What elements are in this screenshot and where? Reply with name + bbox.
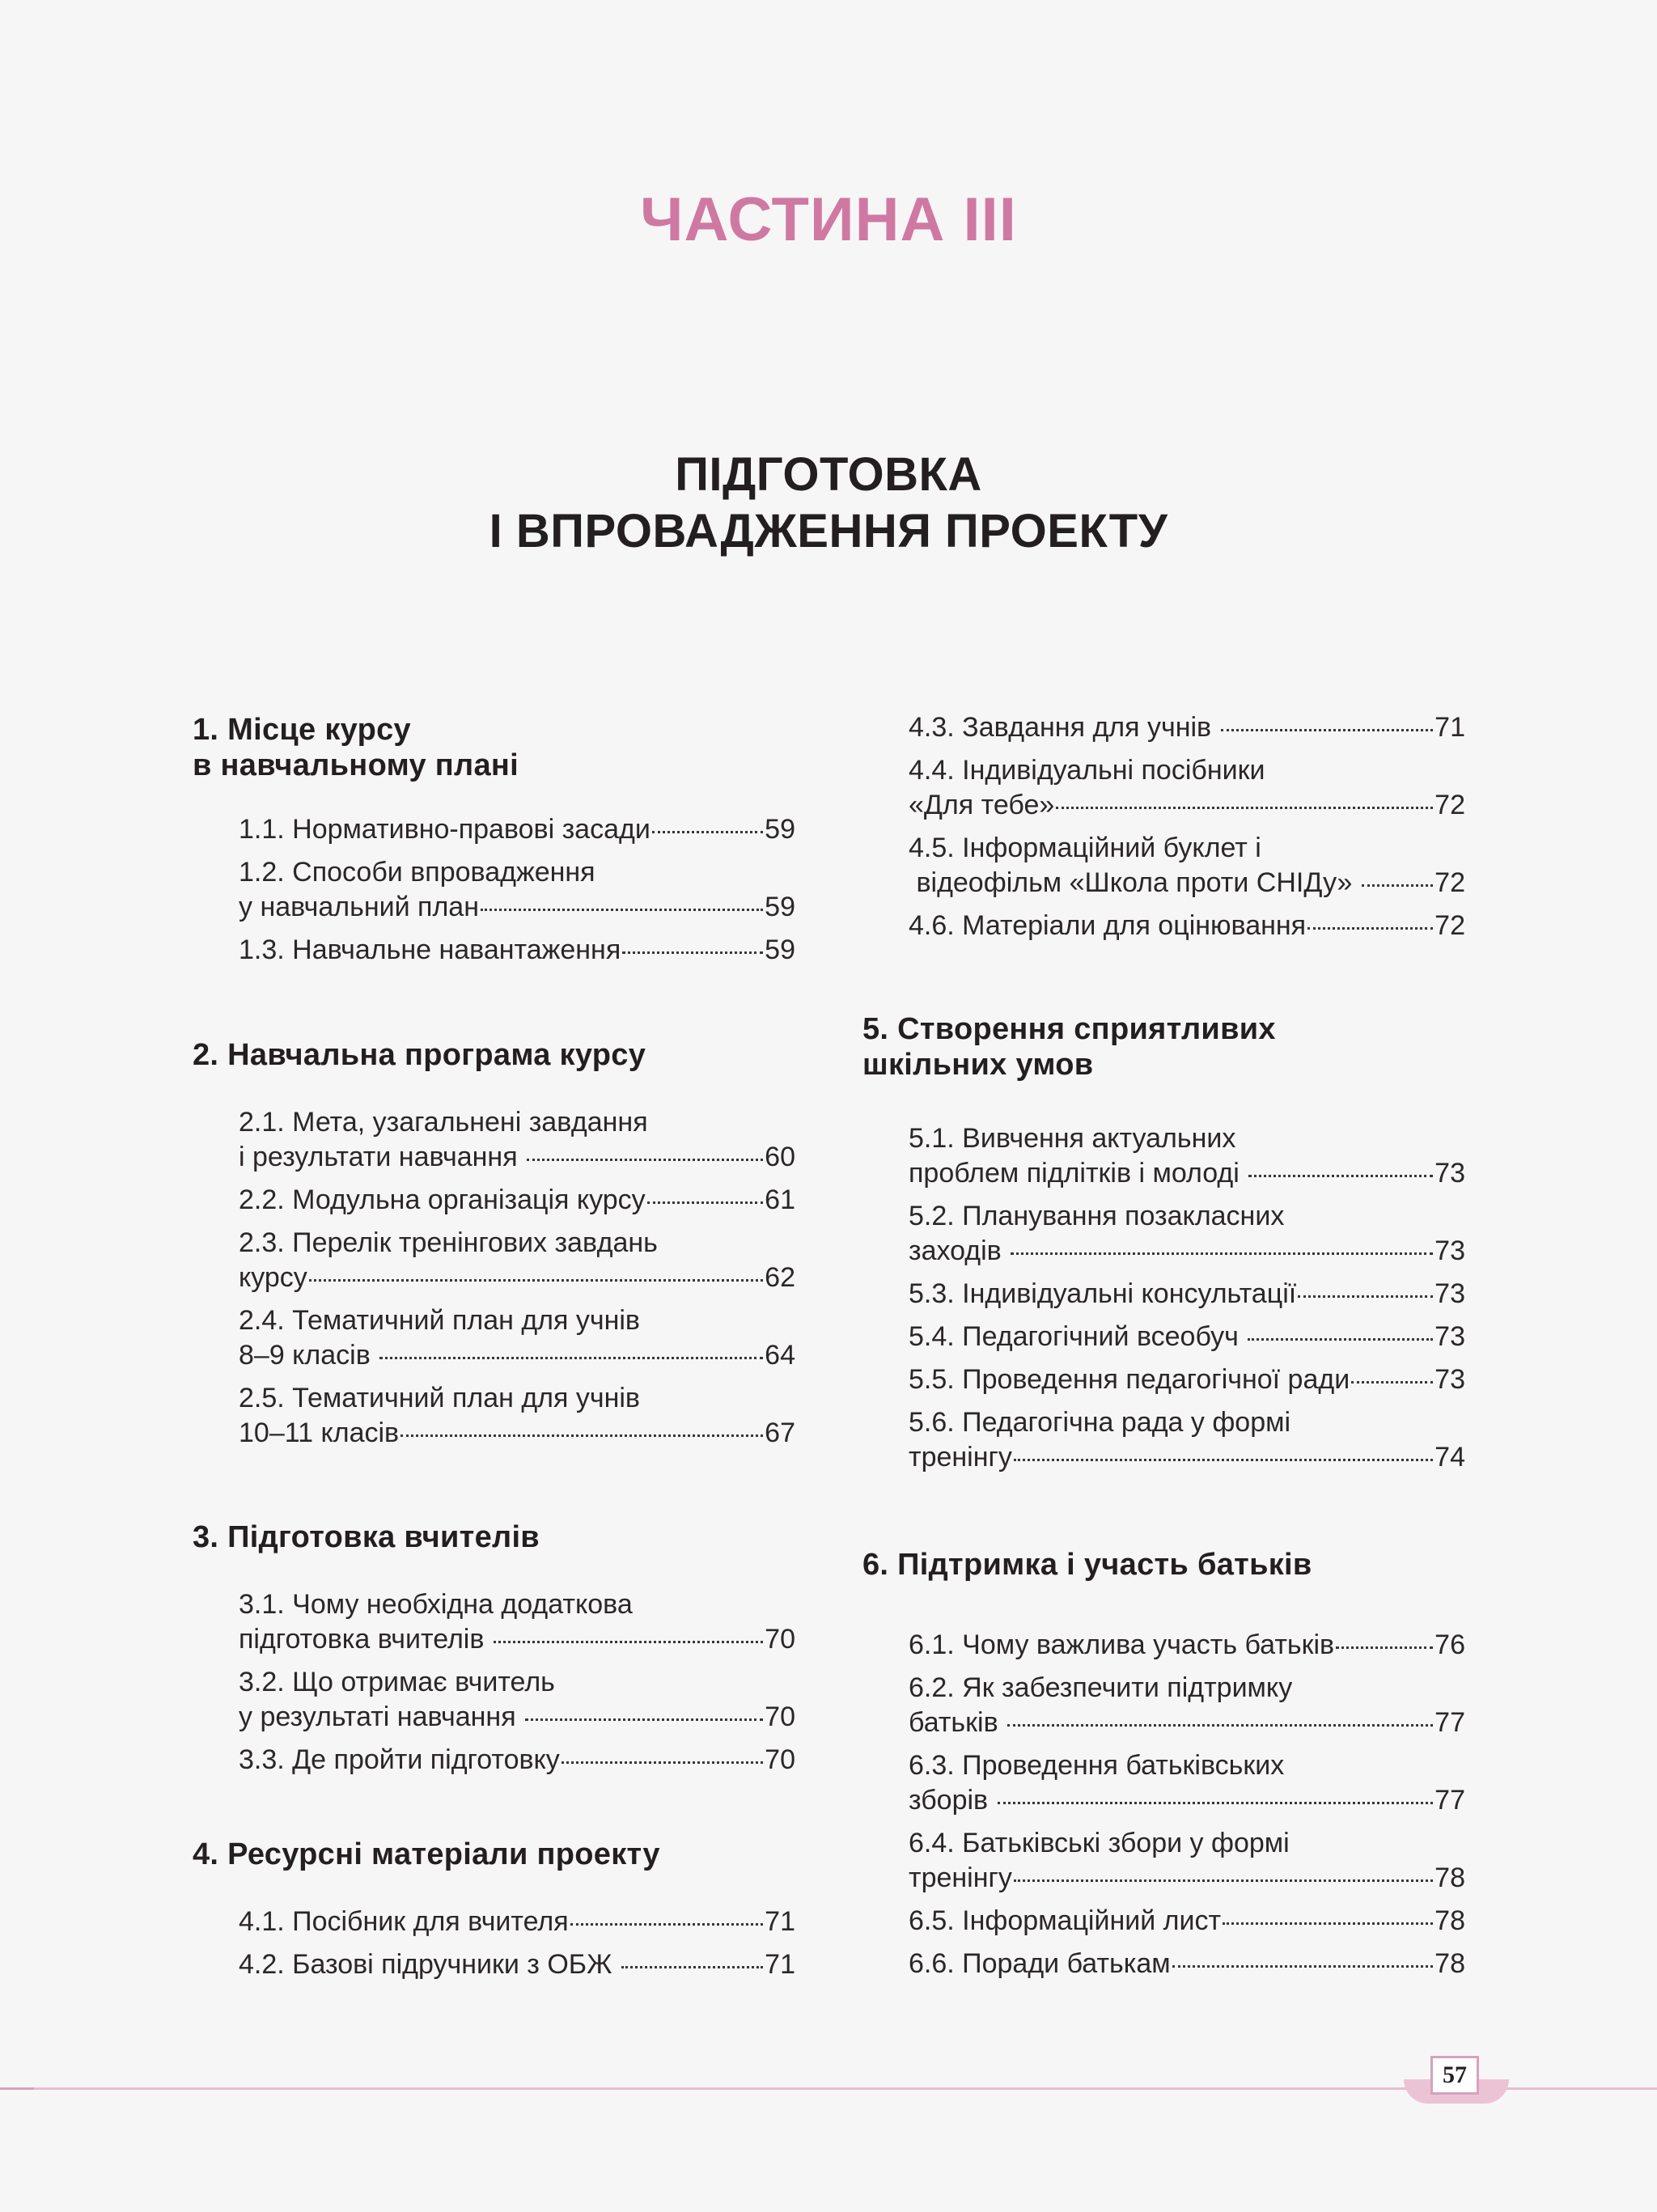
toc-page-number: 70	[765, 1744, 795, 1775]
toc-entry-row	[909, 1320, 1465, 1354]
section-heading-line: 2. Навчальна програма курсу	[193, 1038, 646, 1072]
toc-entry-text: 2.1. Мета, узагальнені завдання	[239, 1107, 648, 1138]
toc-entry	[909, 1320, 1465, 1354]
toc-entry-text: 5.6. Педагогічна рада у формі	[909, 1407, 1291, 1438]
toc-entry-text: курсу	[239, 1262, 307, 1293]
toc-entry	[909, 1277, 1465, 1312]
toc-page-number: 77	[1435, 1785, 1465, 1816]
toc-entry-row	[909, 788, 1465, 823]
toc-entry-text: 3.2. Що отримає вчитель	[239, 1667, 555, 1697]
section-heading	[193, 712, 795, 783]
toc-entry-text: 1.2. Способи впровадження	[239, 857, 595, 888]
toc-entry-text: 5.1. Вивчення актуальних	[909, 1123, 1236, 1154]
toc-entry-row	[239, 933, 795, 968]
toc-entry	[239, 1381, 795, 1451]
toc-entry	[909, 710, 1465, 745]
toc-page-number: 64	[765, 1340, 795, 1371]
section-heading	[862, 1011, 1465, 1083]
toc-entry-text: 1.3. Навчальне навантаження	[239, 934, 621, 965]
toc-section-3	[193, 1519, 795, 1775]
toc-entry-row	[239, 890, 795, 925]
dot-leader	[1221, 729, 1434, 731]
dot-leader	[1248, 1175, 1433, 1177]
toc-entry-text: 5.4. Педагогічний всеобуч	[909, 1321, 1247, 1352]
toc-entry-row	[909, 1440, 1465, 1475]
section-heading-line: 1. Місце курсу	[193, 713, 411, 747]
toc-entry-text: 6.5. Інформаційний лист	[909, 1905, 1222, 1936]
toc-entry-row	[909, 1861, 1465, 1896]
toc-entry-text: відеофільм «Школа проти СНІДу»	[909, 867, 1360, 898]
toc-page-number: 72	[1435, 790, 1465, 820]
section-heading-line: шкільних умов	[862, 1048, 1094, 1082]
toc-entry	[909, 909, 1465, 943]
toc-entry	[909, 1904, 1465, 1939]
toc-entry-row	[239, 1622, 795, 1657]
toc-entry-text: 1.1. Нормативно-правові засади	[239, 814, 651, 845]
toc-section-5	[862, 1011, 1465, 1473]
dot-leader	[309, 1279, 763, 1282]
toc-entry-row	[909, 1904, 1465, 1939]
toc-entry-row	[909, 1947, 1465, 1981]
toc-entry	[239, 855, 795, 925]
dot-leader	[1011, 1252, 1433, 1255]
toc-entry-text: 8–9 класів	[239, 1340, 379, 1371]
toc-page-number: 71	[765, 1949, 795, 1980]
toc-entry-row	[909, 710, 1465, 745]
toc-entry	[909, 1671, 1465, 1740]
toc-entry	[909, 1748, 1465, 1818]
section-heading	[193, 1519, 795, 1555]
toc-page-number: 73	[1435, 1321, 1465, 1352]
toc-entry-text: 6.1. Чому важлива участь батьків	[909, 1629, 1335, 1660]
toc-entry	[909, 753, 1465, 823]
toc-page-number: 73	[1435, 1158, 1465, 1189]
toc-entry-row	[239, 1261, 795, 1295]
main-title-line: ПІДГОТОВКА	[675, 448, 982, 501]
toc-entry-text: 3.1. Чому необхідна додаткова	[239, 1589, 633, 1620]
toc-entry-text: і результати навчання	[239, 1142, 526, 1172]
toc-entry-row	[909, 1362, 1465, 1397]
dot-leader	[1007, 1724, 1433, 1727]
toc-entry	[239, 933, 795, 968]
toc-entry-row	[909, 1783, 1465, 1818]
toc-page-number: 78	[1435, 1948, 1465, 1979]
dot-leader	[481, 909, 763, 911]
toc-entry-row	[909, 1277, 1465, 1312]
toc-page-number: 78	[1435, 1862, 1465, 1893]
dot-leader	[570, 1923, 764, 1926]
section-heading-line: 3. Підготовка вчителів	[193, 1520, 540, 1554]
dot-leader	[1248, 1338, 1433, 1341]
toc-entry-row	[909, 1628, 1465, 1663]
dot-leader	[1362, 884, 1433, 887]
toc-entry-text: 5.3. Індивідуальні консультації	[909, 1278, 1297, 1309]
toc-entry	[909, 831, 1465, 900]
section-heading-line: 6. Підтримка і участь батьків	[862, 1548, 1312, 1582]
toc-entry-row	[239, 812, 795, 847]
toc-entry	[909, 1199, 1465, 1269]
toc-page-number: 72	[1435, 867, 1465, 898]
toc-entry-text: 2.4. Тематичний план для учнів	[239, 1305, 640, 1336]
toc-entry-text: 4.5. Інформаційний буклет і	[909, 833, 1261, 863]
toc-page-number: 70	[765, 1701, 795, 1732]
toc-entry-row	[239, 1338, 795, 1373]
section-heading-line: в навчальному плані	[193, 748, 519, 782]
dot-leader	[1298, 1295, 1433, 1298]
toc-entry-row	[909, 1156, 1465, 1191]
toc-entry-row	[909, 909, 1465, 943]
toc-entry	[909, 1362, 1465, 1397]
toc-page-number: 72	[1435, 910, 1465, 941]
toc-page-number: 61	[765, 1184, 795, 1215]
toc-entry-text: 4.1. Посібник для вчителя	[239, 1906, 569, 1937]
toc-items	[909, 1121, 1465, 1483]
toc-page-number: 62	[765, 1262, 795, 1293]
dot-leader	[1014, 1459, 1433, 1461]
dot-leader	[1172, 1965, 1434, 1968]
toc-entry-text: 4.6. Матеріали для оцінювання	[909, 910, 1307, 941]
main-title-line: І ВПРОВАДЖЕННЯ ПРОЕКТУ	[489, 505, 1168, 557]
toc-entry-row	[239, 1947, 795, 1982]
dot-leader	[1351, 1381, 1433, 1384]
toc-entry-text: підготовка вчителів	[239, 1624, 492, 1655]
toc-entry	[239, 812, 795, 847]
toc-entry	[239, 1226, 795, 1295]
toc-entry-row	[239, 1140, 795, 1175]
toc-section-1	[193, 712, 795, 965]
toc-entry-text: 6.2. Як забезпечити підтримку	[909, 1672, 1293, 1703]
toc-items	[909, 1628, 1465, 1990]
toc-section-6	[862, 1547, 1465, 1979]
toc-entry-text: у результаті навчання	[239, 1701, 524, 1732]
toc-entry	[239, 1743, 795, 1778]
toc-entry-text: заходів	[909, 1235, 1010, 1266]
dot-leader	[1056, 807, 1433, 809]
toc-entry	[909, 1947, 1465, 1981]
dot-leader	[621, 1966, 763, 1968]
toc-entry-text: 4.4. Індивідуальні посібники	[909, 755, 1265, 786]
dot-leader	[1223, 1922, 1433, 1925]
dot-leader	[652, 831, 763, 833]
dot-leader	[562, 1761, 763, 1764]
toc-entry	[909, 1628, 1465, 1663]
toc-entry-row	[909, 1234, 1465, 1269]
toc-page-number: 59	[765, 934, 795, 965]
dot-leader	[525, 1718, 763, 1721]
dot-leader	[647, 1201, 763, 1204]
toc-page-number: 74	[1435, 1442, 1465, 1473]
toc-entry	[909, 1405, 1465, 1475]
toc-entry	[239, 1303, 795, 1373]
toc-entry-text: 6.4. Батьківські збори у формі	[909, 1828, 1290, 1858]
toc-entry	[239, 1665, 795, 1735]
toc-page-number: 71	[1435, 712, 1465, 743]
toc-page-number: 59	[765, 892, 795, 922]
toc-entry-text: 5.2. Планування позакласних	[909, 1201, 1285, 1231]
dot-leader	[1014, 1879, 1433, 1882]
toc-items	[239, 1905, 795, 1990]
toc-entry-text: 5.5. Проведення педагогічної ради	[909, 1364, 1350, 1395]
toc-entry-text: 6.6. Поради батькам	[909, 1948, 1171, 1979]
toc-entry-text: 10–11 класів	[239, 1417, 400, 1448]
toc-items	[239, 1587, 795, 1786]
toc-page-number: 73	[1435, 1278, 1465, 1309]
toc-section-2	[193, 1037, 795, 1448]
toc-entry-text: проблем підлітків і молоді	[909, 1158, 1248, 1189]
section-heading	[193, 1037, 795, 1073]
dot-leader	[1336, 1646, 1433, 1649]
toc-page-number: 77	[1435, 1707, 1465, 1738]
toc-entry-text: 6.3. Проведення батьківських	[909, 1750, 1285, 1781]
toc-entry-row	[909, 866, 1465, 900]
toc-entry	[239, 1105, 795, 1175]
dot-leader	[998, 1802, 1434, 1804]
toc-entry	[909, 1121, 1465, 1191]
toc-section-4	[193, 1837, 795, 1980]
dot-leader	[379, 1357, 763, 1359]
part-title: ЧАСТИНА ІІІ	[640, 185, 1017, 254]
toc-entry-text: 4.3. Завдання для учнів	[909, 712, 1219, 743]
toc-entry	[909, 1826, 1465, 1896]
page-number: 57	[1430, 2056, 1479, 2095]
toc-entry-text: батьків	[909, 1707, 1006, 1738]
toc-entry-row	[239, 1416, 795, 1451]
dot-leader	[400, 1434, 763, 1437]
toc-page-number: 70	[765, 1624, 795, 1655]
toc-page-number: 60	[765, 1142, 795, 1172]
dot-leader	[622, 951, 763, 954]
footer-rule-accent	[0, 2087, 34, 2090]
toc-entry-row	[239, 1183, 795, 1218]
toc-items	[239, 1105, 795, 1459]
toc-entry-row	[239, 1905, 795, 1939]
toc-entry-text: 2.3. Перелік тренінгових завдань	[239, 1227, 658, 1258]
toc-entry-text: у навчальний план	[239, 892, 479, 922]
toc-entry	[239, 1947, 795, 1982]
main-title	[0, 447, 1657, 560]
toc-entry	[239, 1905, 795, 1939]
section-heading	[193, 1837, 795, 1872]
toc-items	[909, 710, 1465, 951]
toc-entry	[239, 1587, 795, 1657]
toc-entry-text: 2.2. Модульна організація курсу	[239, 1184, 646, 1215]
toc-entry-text: 2.5. Тематичний план для учнів	[239, 1383, 640, 1413]
toc-page-number: 67	[765, 1417, 795, 1448]
toc-page-number: 76	[1435, 1629, 1465, 1660]
dot-leader	[494, 1641, 763, 1643]
toc-page-number: 73	[1435, 1235, 1465, 1266]
section-heading	[862, 1547, 1465, 1583]
toc-entry-text: 3.3. Де пройти підготовку	[239, 1744, 560, 1775]
toc-page-number: 73	[1435, 1364, 1465, 1395]
toc-entry-text: тренінгу	[909, 1442, 1012, 1473]
toc-entry-row	[239, 1743, 795, 1778]
dot-leader	[527, 1159, 763, 1161]
toc-page-number: 78	[1435, 1905, 1465, 1936]
toc-page-number: 59	[765, 814, 795, 845]
section-heading-line: 5. Створення сприятливих	[862, 1012, 1276, 1046]
toc-page-number: 71	[765, 1906, 795, 1937]
toc-entry-text: 4.2. Базові підручники з ОБЖ	[239, 1949, 620, 1980]
toc-entry-text: зборів	[909, 1785, 996, 1816]
toc-entry-row	[909, 1706, 1465, 1740]
section-heading-line: 4. Ресурсні матеріали проекту	[193, 1837, 660, 1871]
toc-entry-text: тренінгу	[909, 1862, 1012, 1893]
toc-entry	[239, 1183, 795, 1218]
toc-entry-text: «Для тебе»	[909, 790, 1055, 820]
dot-leader	[1307, 927, 1433, 930]
toc-items	[239, 812, 795, 976]
toc-entry-row	[239, 1700, 795, 1735]
